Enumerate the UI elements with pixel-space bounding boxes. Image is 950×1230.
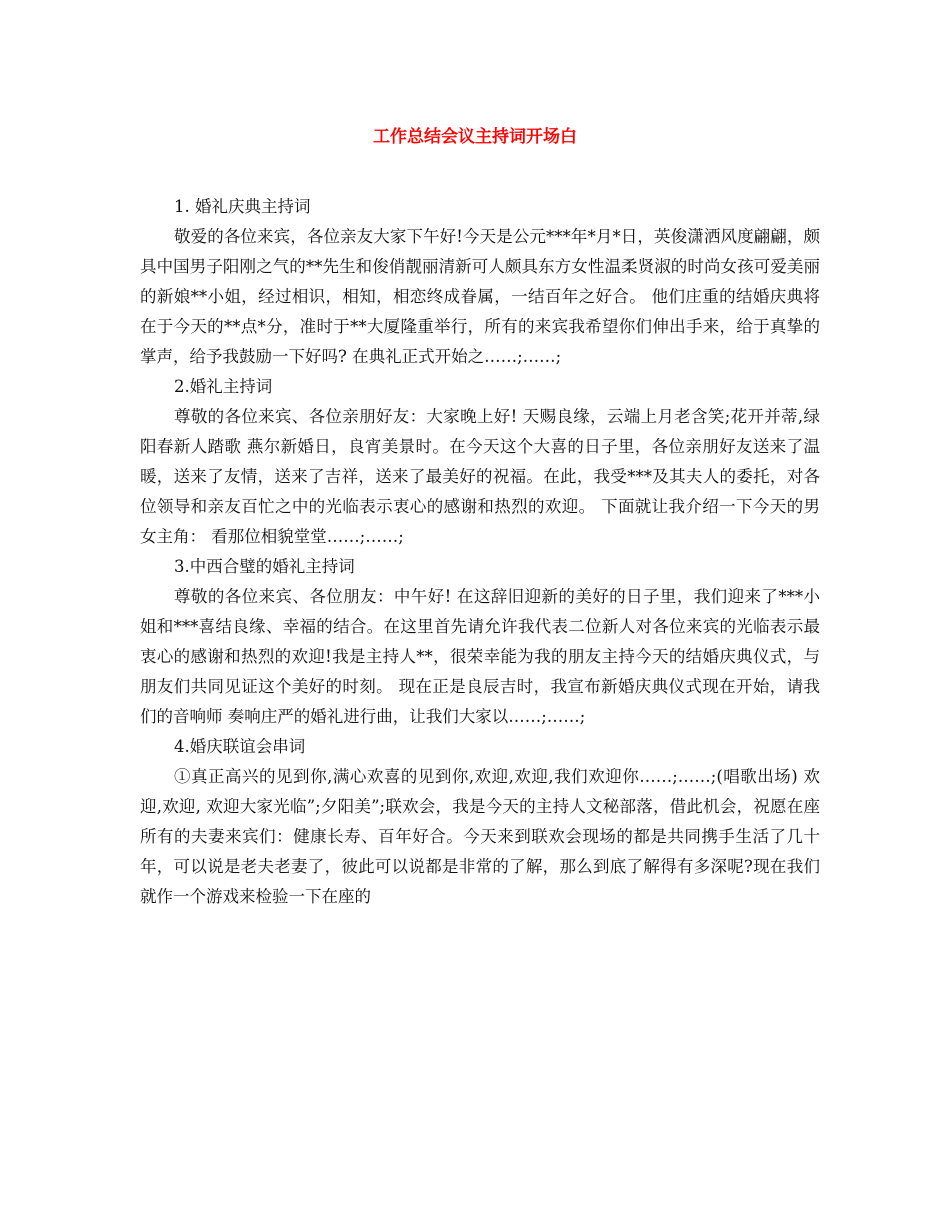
document-title: 工作总结会议主持词开场白	[373, 127, 577, 147]
section-heading-3: 3.中西合璧的婚礼主持词	[174, 557, 355, 576]
section-heading-1: 1. 婚礼庆典主持词	[174, 197, 311, 216]
section-heading-2: 2.婚礼主持词	[174, 377, 273, 396]
document-body	[140, 192, 820, 912]
section-paragraph-3: 尊敬的各位来宾、各位朋友：中午好! 在这辞旧迎新的美好的日子里，我们迎来了***小姐和***喜结良缘、幸福的结合。在这里首先请允许我代表二位新人对各位来宾的光临表示最衷心的感谢和热烈的欢迎!我是主持人**，很荣幸能为我的朋友主持今天的结婚庆典仪式，与朋友们共同见证这个美好的时刻。 现在正是良辰吉时，我宣布新婚庆典仪式现在开始，请我们的音响师 奏响庄严的婚礼进行曲，让我们大家以……;……;	[140, 587, 820, 726]
section-paragraph-1: 敬爱的各位来宾，各位亲友大家下午好!今天是公元***年*月*日，英俊潇洒风度翩翩，颇具中国男子阳刚之气的**先生和俊俏靓丽清新可人颇具东方女性温柔贤淑的时尚女孩可爱美丽的新娘**小姐，经过相识，相知，相恋终成眷属，一结百年之好合。 他们庄重的结婚庆典将在于今天的**点*分，准时于**大厦隆重举行，所有的来宾我希望你们伸出手来，给于真挚的掌声，给予我鼓励一下好吗? 在典礼正式开始之……;……;	[140, 227, 820, 366]
section-heading-4: 4.婚庆联谊会串词	[174, 737, 306, 756]
section-paragraph-2: 尊敬的各位来宾、各位亲朋好友：大家晚上好! 天赐良缘，云端上月老含笑;花开并蒂,绿阳春新人踏歌 燕尔新婚日，良宵美景时。在今天这个大喜的日子里，各位亲朋好友送来了温暖，送来了友情，送来了吉祥，送来了最美好的祝福。在此，我受***及其夫人的委托，对各位领导和亲友百忙之中的光临表示衷心的感谢和热烈的欢迎。 下面就让我介绍一下今天的男女主角： 看那位相貌堂堂……;……;	[140, 407, 820, 546]
section-paragraph-4: ①真正高兴的见到你,满心欢喜的见到你,欢迎,欢迎,我们欢迎你……;……;(唱歌出场) 欢迎,欢迎, 欢迎大家光临”;夕阳美”;联欢会，我是今天的主持人文秘部落，借此机会，祝愿在座所有的夫妻来宾们：健康长寿、百年好合。今天来到联欢会现场的都是共同携手生活了几十年，可以说是老夫老妻了，彼此可以说都是非常的了解，那么到底了解得有多深呢?现在我们就作一个游戏来检验一下在座的	[140, 767, 820, 906]
